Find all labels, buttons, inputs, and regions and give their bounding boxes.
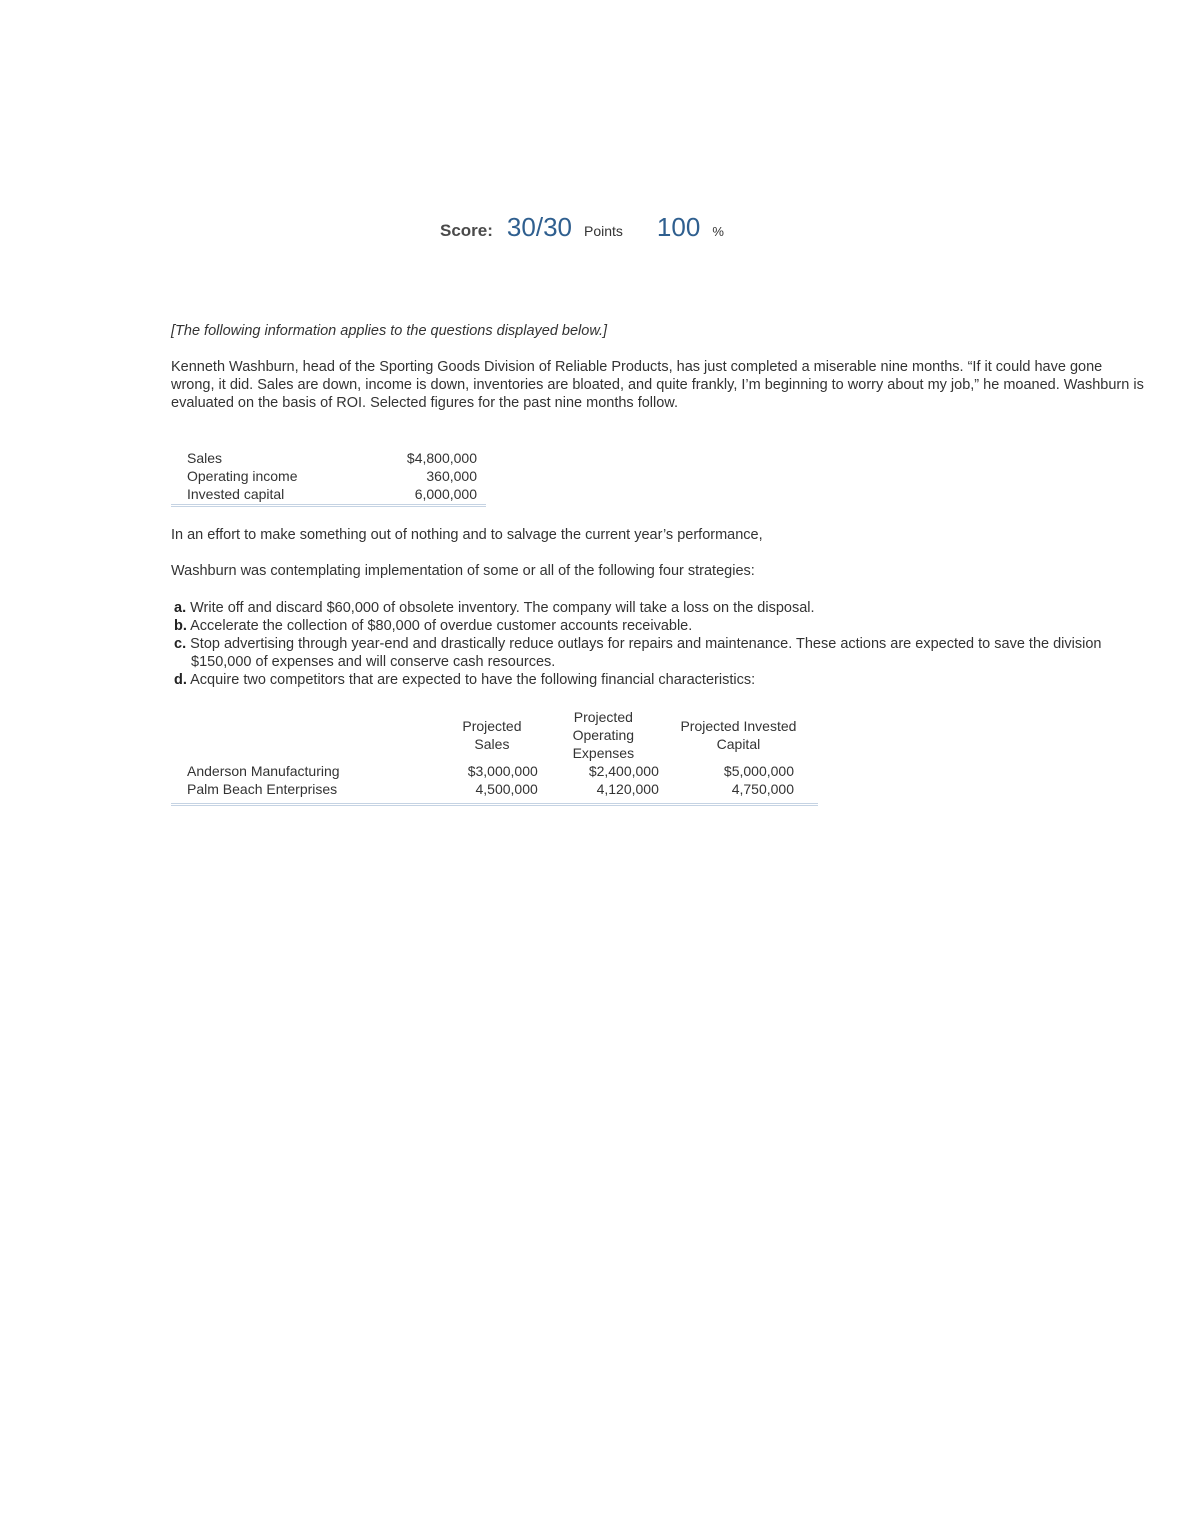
projected-capital-cell: $5,000,000 [723, 763, 794, 779]
item-text: Accelerate the collection of $80,000 of overdue customer accounts receivable. [190, 618, 693, 634]
header-line: Sales [474, 736, 510, 752]
row-label: Invested capital [187, 486, 285, 502]
table-divider [171, 803, 818, 806]
company-name: Anderson Manufacturing [187, 763, 340, 779]
row-label: Operating income [187, 468, 298, 484]
projected-sales-cell: 4,500,000 [475, 781, 538, 797]
list-item [174, 617, 1134, 635]
intro-note: [The following information applies to the questions displayed below.] [171, 323, 608, 339]
row-value: 360,000 [426, 468, 477, 484]
header-projected-sales [436, 708, 548, 762]
question-content [171, 322, 1146, 412]
table-row [171, 449, 486, 467]
item-text: Write off and discard $60,000 of obsolete inventory. The company will take a loss on the disposal. [190, 600, 815, 616]
row-label: Sales [187, 450, 223, 466]
item-letter: a. [174, 600, 187, 616]
item-letter: d. [174, 672, 187, 688]
effort-text: In an effort to make something out of nothing and to salvage the current year’s performance, [171, 527, 763, 543]
item-text: Stop advertising through year-end and drastically reduce outlays for repairs and maintenance. These actions are expected to save the division $150,000 of expenses and will conserve cash resources. [190, 636, 1102, 670]
percent-sign: % [712, 224, 724, 239]
table-divider [171, 504, 486, 507]
table-row [171, 780, 818, 798]
item-letter: c. [174, 636, 187, 652]
header-line: Expenses [572, 745, 635, 761]
row-value: $4,800,000 [406, 450, 477, 466]
company-name: Palm Beach Enterprises [187, 781, 338, 797]
header-projected-invested-capital [659, 708, 818, 762]
projected-sales-cell: $3,000,000 [467, 763, 538, 779]
score-label: Score: [440, 221, 493, 240]
projected-capital-cell: 4,750,000 [731, 781, 794, 797]
header-blank [171, 708, 436, 762]
header-line: Operating [572, 727, 635, 743]
header-line: Projected [462, 718, 522, 734]
percent-value: 100 [656, 212, 701, 242]
header-line: Capital [716, 736, 761, 752]
projected-expenses-cell: $2,400,000 [588, 763, 659, 779]
header-line: Projected Invested [680, 718, 797, 734]
scenario-text: Kenneth Washburn, head of the Sporting Goods Division of Reliable Products, has just completed a miserable nine months. “If it could have gone wrong, it did. Sales are down, income is down, inventories are bloated, and quite frankly, I’m beginning to worry about my job,” he moaned. Washburn is evaluated on the basis of ROI. Selected figures for the past nine months follow. [171, 359, 1144, 411]
table-row [171, 762, 818, 780]
score-bar [440, 212, 724, 243]
points-label: Points [584, 223, 623, 239]
table-row [171, 485, 486, 503]
competitors-table [171, 708, 818, 798]
list-item [174, 671, 1134, 689]
figures-table [171, 449, 486, 503]
item-letter: b. [174, 618, 187, 634]
item-text: Acquire two competitors that are expected to have the following financial characteristics: [190, 672, 756, 688]
score-value: 30/30 [506, 212, 572, 242]
row-value: 6,000,000 [414, 486, 477, 502]
contemplate-text: Washburn was contemplating implementation of some or all of the following four strategies: [171, 563, 755, 579]
table-header-row [171, 708, 818, 762]
header-line: Projected [573, 709, 633, 725]
strategies-list [174, 599, 1134, 689]
table-row [171, 467, 486, 485]
list-item [174, 635, 1134, 671]
header-projected-operating-expenses [548, 708, 659, 762]
list-item [174, 599, 1134, 617]
projected-expenses-cell: 4,120,000 [596, 781, 659, 797]
